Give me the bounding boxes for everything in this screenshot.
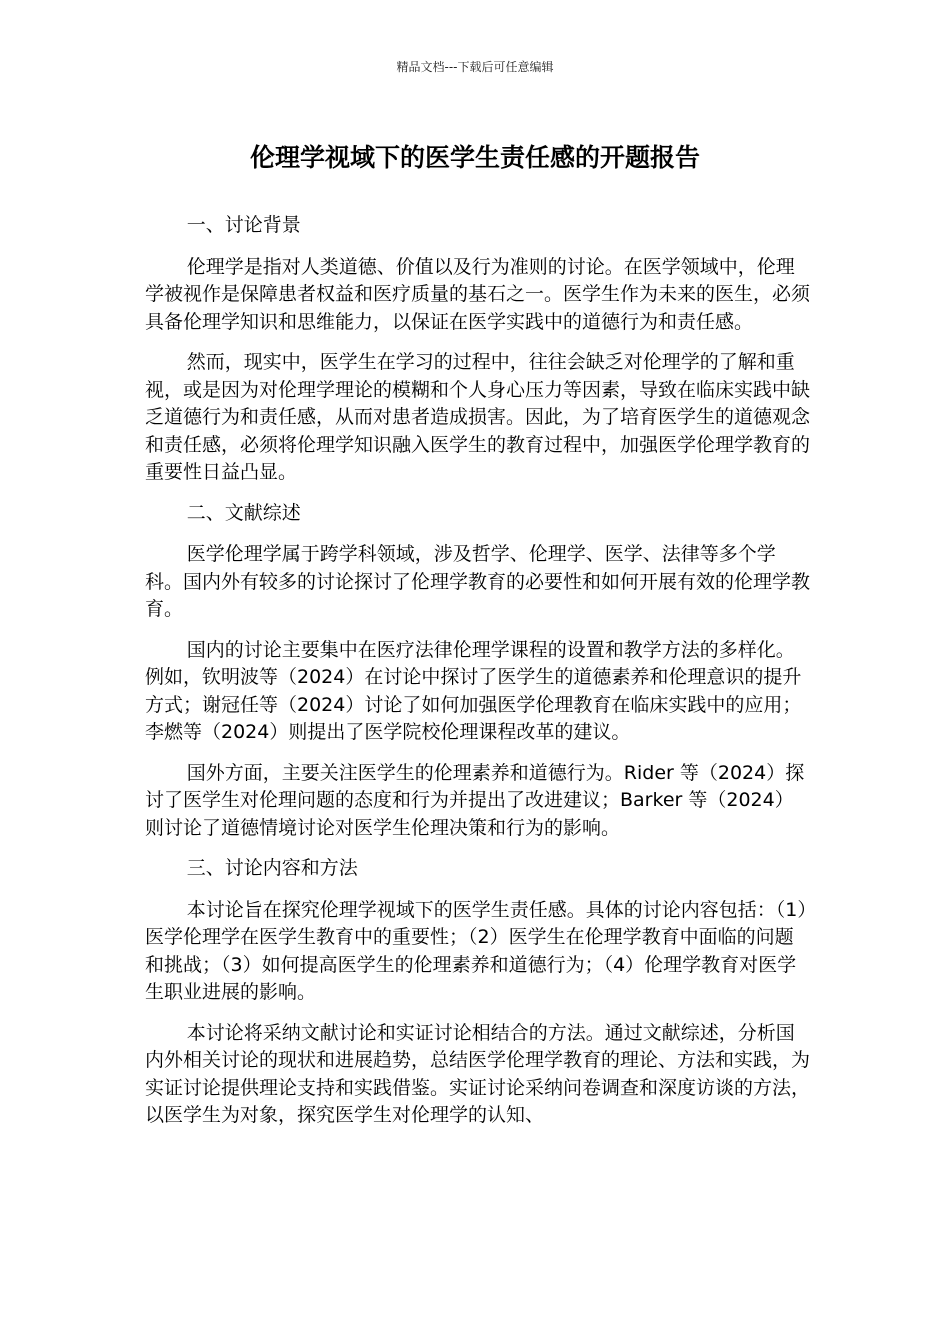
paragraph: 国内的讨论主要集中在医疗法律伦理学课程的设置和教学方法的多样化。例如，钦明波等（2024）在讨论中探讨了医学生的道德素养和伦理意识的提升方式；谢冠任等（2024）讨论了如何加强医学伦理教育在临床实践中的应用；李燃等（2024）则提出了医学院校伦理课程改革的建议。 bbox=[145, 638, 802, 743]
paragraph: 医学伦理学属于跨学科领域，涉及哲学、伦理学、医学、法律等多个学科。国内外有较多的讨论探讨了伦理学教育的必要性和如何开展有效的伦理学教育。 bbox=[145, 543, 811, 620]
section-heading-background: 一、讨论背景 bbox=[186, 214, 301, 236]
document-title: 伦理学视域下的医学生责任感的开题报告 bbox=[249, 143, 700, 172]
page-header: 精品文档---下载后可任意编辑 bbox=[396, 60, 554, 74]
section-heading-literature-review: 二、文献综述 bbox=[186, 501, 301, 524]
document-body bbox=[145, 212, 810, 1143]
section-heading-content-methods: 三、讨论内容和方法 bbox=[186, 857, 358, 879]
paragraph: 本讨论将采纳文献讨论和实证讨论相结合的方法。通过文献综述，分析国内外相关讨论的现状和进展趋势，总结医学伦理学教育的理论、方法和实践，为实证讨论提供理论支持和实践借鉴。实证讨论采纳问卷调查和深度访谈的方法，以医学生为对象，探究医学生对伦理学的认知、 bbox=[145, 1021, 811, 1126]
paragraph: 国外方面，主要关注医学生的伦理素养和道德行为。Rider 等（2024）探讨了医学生对伦理问题的态度和行为并提出了改进建议；Barker 等（2024）则讨论了道德情境讨论对医学生伦理决策和行为的影响。 bbox=[145, 761, 805, 839]
paragraph: 然而，现实中，医学生在学习的过程中，往往会缺乏对伦理学的了解和重视，或是因为对伦理学理论的模糊和个人身心压力等因素，导致在临床实践中缺乏道德行为和责任感，从而对患者造成损害。因此，为了培育医学生的道德观念和责任感，必须将伦理学知识融入医学生的教育过程中，加强医学伦理学教育的重要性日益凸显。 bbox=[145, 351, 811, 483]
paragraph: 伦理学是指对人类道德、价值以及行为准则的讨论。在医学领域中，伦理学被视作是保障患者权益和医疗质量的基石之一。医学生作为未来的医生，必须具备伦理学知识和思维能力，以保证在医学实践中的道德行为和责任感。 bbox=[145, 255, 811, 333]
paragraph: 本讨论旨在探究伦理学视域下的医学生责任感。具体的讨论内容包括：（1）医学伦理学在医学生教育中的重要性；（2）医学生在伦理学教育中面临的问题和挑战；（3）如何提高医学生的伦理素养和道德行为；（4）伦理学教育对医学生职业进展的影响。 bbox=[145, 898, 807, 1003]
